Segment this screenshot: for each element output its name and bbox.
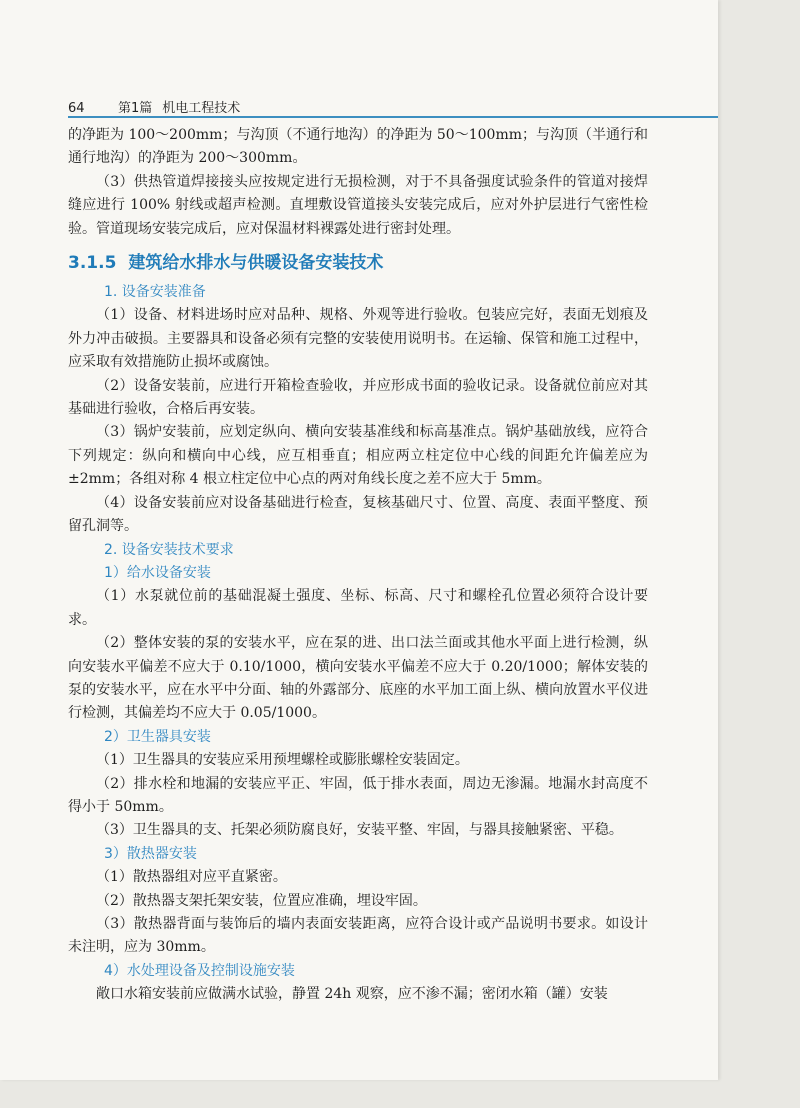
paragraph: （1）水泵就位前的基础混凝土强度、坐标、标高、尺寸和螺栓孔位置必须符合设计要求。	[68, 588, 648, 628]
paragraph: （1）散热器组对应平直紧密。	[96, 869, 287, 886]
paragraph: （2）整体安装的泵的安装水平，应在泵的进、出口法兰面或其他水平面上进行检测，纵向安装水平偏差不应大于 0.10/1000，横向安装水平偏差不应大于 0.20/1000；解体安装的泵的安装水平，应在水平中分面、轴的外露部分、底座的水平加工面上纵、横向放置水平仪进行检测，其偏差均不应大于 0.05/1000。	[68, 635, 648, 722]
paragraph: （2）散热器支架托架安装，位置应准确，埋设牢固。	[96, 892, 427, 909]
page-body	[68, 124, 648, 1007]
page-number: 64	[68, 101, 85, 116]
paragraph: （3）锅炉安装前，应划定纵向、横向安装基准线和标高基准点。锅炉基础放线，应符合下列规定：纵向和横向中心线，应互相垂直；相应两立柱定位中心线的间距允许偏差应为 ±2mm；各组对称 4 根立柱定位中心点的两对角线长度之差不应大于 5mm。	[68, 424, 648, 488]
subsection-heading: 2. 设备安装技术要求	[104, 541, 234, 558]
paragraph: 敞口水箱安装前应做满水试验，静置 24h 观察，应不渗不漏；密闭水箱（罐）安装	[96, 986, 608, 1003]
paragraph: （1）卫生器具的安装应采用预埋螺栓或膨胀螺栓安装固定。	[96, 752, 469, 769]
section-title: 建筑给水排水与供暖设备安装技术	[128, 253, 384, 274]
part-label: 第1篇	[118, 101, 153, 116]
sub-subsection-heading: 3）散热器安装	[104, 845, 197, 862]
paragraph: 的净距为 100～200mm；与沟顶（不通行地沟）的净距为 50～100mm；与沟顶（半通行和通行地沟）的净距为 200～300mm。	[68, 127, 648, 167]
page-header	[68, 92, 658, 116]
paragraph: （1）设备、材料进场时应对品种、规格、外观等进行验收。包装应完好，表面无划痕及外力冲击破损。主要器具和设备必须有完整的安装使用说明书。在运输、保管和施工过程中，应采取有效措施防止损坏或腐蚀。	[68, 307, 648, 371]
subsection-heading: 1. 设备安装准备	[104, 284, 206, 301]
section-heading	[68, 251, 648, 275]
part-title: 机电工程技术	[162, 101, 241, 116]
sub-subsection-heading: 4）水处理设备及控制设施安装	[104, 962, 295, 979]
sub-subsection-heading: 2）卫生器具安装	[104, 728, 211, 745]
paragraph: （2）排水栓和地漏的安装应平正、牢固，低于排水表面，周边无渗漏。地漏水封高度不得小于 50mm。	[68, 775, 648, 815]
paragraph: （3）供热管道焊接接头应按规定进行无损检测，对于不具备强度试验条件的管道对接焊缝应进行 100% 射线或超声检测。直埋敷设管道接头安装完成后，应对外护层进行气密性检验。管道现场安装完成后，应对保温材料裸露处进行密封处理。	[68, 173, 648, 237]
paragraph: （2）设备安装前，应进行开箱检查验收，并应形成书面的验收记录。设备就位前应对其基础进行验收，合格后再安装。	[68, 377, 648, 418]
paragraph: （4）设备安装前应对设备基础进行检查，复核基础尺寸、位置、高度、表面平整度、预留孔洞等。	[68, 494, 648, 535]
paragraph: （3）散热器背面与装饰后的墙内表面安装距离，应符合设计或产品说明书要求。如设计未注明，应为 30mm。	[68, 916, 648, 956]
paragraph: （3）卫生器具的支、托架必须防腐良好，安装平整、牢固，与器具接触紧密、平稳。	[96, 822, 623, 839]
header-rule	[68, 116, 718, 118]
section-number: 3.1.5	[68, 253, 117, 274]
sub-subsection-heading: 1）给水设备安装	[104, 564, 211, 581]
